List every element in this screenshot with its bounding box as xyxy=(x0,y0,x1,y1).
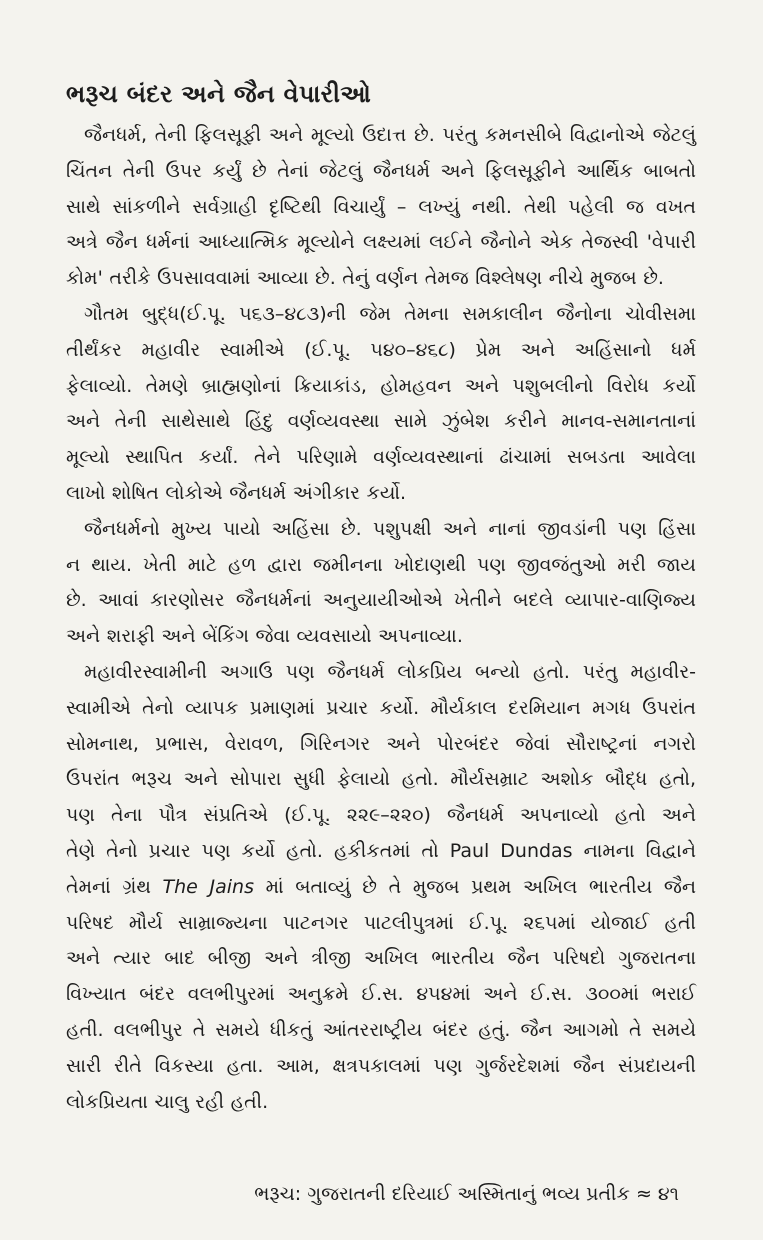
paragraph xyxy=(66,297,696,512)
text-line: અને ત્યાર બાદ બીજી અને ત્રીજી અખિલ ભારતીય જૈન પરિષદો ગુજરાતના xyxy=(66,947,696,970)
text-line: અને તેની સાથેસાથે હિંદુ વર્ણવ્યવસ્થા સામે ઝુંબેશ કરીને માનવ-સમાનતાનાં xyxy=(66,410,696,433)
text-line: સારી રીતે વિકસ્યા હતા. આમ, ક્ષત્રપકાલમાં પણ ગુર્જરદેશમાં જૈન સંપ્રદાયની xyxy=(66,1054,696,1077)
text-line: સોમનાથ, પ્રભાસ, વેરાવળ, ગિરિનગર અને પોરબંદર જેવાં સૌરાષ્ટ્રનાં નગરો xyxy=(66,732,696,755)
text-line: ફેલાવ્યો. તેમણે બ્રાહ્મણોનાં ક્રિયાકાંડ, હોમહવન અને પશુબલીનો વિરોધ કર્યો xyxy=(66,374,696,397)
text-line: મહાવીરસ્વામીની અગાઉ પણ જૈનધર્મ લોકપ્રિય બન્યો હતો. પરંતુ મહાવીર- xyxy=(84,660,696,683)
text-line: તેણે તેનો પ્રચાર પણ કર્યો હતો. હકીકતમાં તો Paul Dundas નામના વિદ્વાને xyxy=(66,839,696,862)
text-line: ચિંતન તેની ઉપર કર્યું છે તેનાં જેટલું જૈનધર્મ અને ફિલસૂફીને આર્થિક બાબતો xyxy=(66,159,696,182)
text-line: તેમનાં ગ્રંથ The Jains માં બતાવ્યું છે તે મુજબ પ્રથમ અખિલ ભારતીય જૈન xyxy=(66,875,697,898)
text-line: કોમ' તરીકે ઉપસાવવામાં આવ્યા છે. તેનું વર્ણન તેમજ વિશ્લેષણ નીચે મુજબ છે. xyxy=(66,267,664,290)
text-line: જૈનધર્મનો મુખ્ય પાયો અહિંસા છે. પશુપક્ષી અને નાનાં જીવડાંની પણ હિંસા xyxy=(84,517,696,540)
text-line: ગૌતમ બુદ્ધ(ઈ.પૂ. ૫૬૩–૪૮૩)ની જેમ તેમના સમકાલીન જૈનોના ચોવીસમા xyxy=(84,302,696,325)
text-line: પણ તેના પૌત્ર સંપ્રતિએ (ઈ.પૂ. ૨૨૯–૨૨૦) જૈનધર્મ અપનાવ્યો હતો અને xyxy=(66,804,696,827)
text-line: છે. આવાં કારણોસર જૈનધર્મનાં અનુયાયીઓએ ખેતીને બદલે વ્યાપાર-વાણિજ્ય xyxy=(66,589,696,612)
text-line: અત્રે જૈન ધર્મનાં આધ્યાત્મિક મૂલ્યોને લક્ષ્યમાં લઈને જૈનોને એક તેજસ્વી 'વેપારી xyxy=(66,231,696,254)
paragraph xyxy=(66,512,696,655)
text-line: હતી. વલભીપુર તે સમયે ધીકતું આંતરરાષ્ટ્રીય બંદર હતું. જૈન આગમો તે સમયે xyxy=(66,1018,696,1041)
text-line: ઉપરાંત ભરૂચ અને સોપારા સુધી ફેલાયો હતો. મૌર્યસમ્રાટ અશોક બૌદ્ધ હતો, xyxy=(66,768,696,791)
text-line: ન થાય. ખેતી માટે હળ દ્વારા જમીનના ખોદાણથી પણ જીવજંતુઓ મરી જાય xyxy=(66,553,696,576)
section-heading: ભરૂચ બંદર અને જૈન વેપારીઓ xyxy=(66,80,372,108)
text-line: મૂલ્યો સ્થાપિત કર્યાં. તેને પરિણામે વર્ણવ્યવસ્થાનાં ઢાંચામાં સબડતા આવેલા xyxy=(66,446,696,469)
text-line: વિખ્યાત બંદર વલભીપુરમાં અનુક્રમે ઈ.સ. ૪૫૪માં અને ઈ.સ. ૩૦૦માં ભરાઈ xyxy=(66,983,696,1006)
page-footer: ભરૂચ: ગુજરાતની દરિયાઈ અસ્મિતાનું ભવ્ય પ્રતીક ≈ ૪૧ xyxy=(254,1183,679,1205)
paragraph xyxy=(66,655,696,1120)
paragraph xyxy=(66,118,696,297)
text-line: તીર્થંકર મહાવીર સ્વામીએ (ઈ.પૂ. ૫૪૦–૪૬૮) પ્રેમ અને અહિંસાનો ધર્મ xyxy=(66,338,696,361)
text-line: લોકપ્રિયતા ચાલુ રહી હતી. xyxy=(66,1090,269,1113)
text-line: સ્વામીએ તેનો વ્યાપક પ્રમાણમાં પ્રચાર કર્યો. મૌર્યકાલ દરમિયાન મગધ ઉપરાંત xyxy=(66,696,696,719)
page-body xyxy=(66,118,696,1120)
text-line: સાથે સાંકળીને સર્વગ્રાહી દૃષ્ટિથી વિચાર્યું – લખ્યું નથી. તેથી પહેલી જ વખત xyxy=(66,195,696,218)
text-line: જૈનધર્મ, તેની ફિલસૂફી અને મૂલ્યો ઉદાત્ત છે. પરંતુ કમનસીબે વિદ્વાનોએ જેટલું xyxy=(84,124,696,146)
text-line: અને શરાફી અને બેંકિંગ જેવા વ્યવસાયો અપનાવ્યા. xyxy=(66,625,463,648)
text-line: લાખો શોષિત લોકોએ જૈનધર્મ અંગીકાર કર્યો. xyxy=(66,481,407,504)
book-title: The Jains xyxy=(162,875,254,898)
text-line: પરિષદ મૌર્ય સામ્રાજ્યના પાટનગર પાટલીપુત્રમાં ઈ.પૂ. ૨૬૫માં યોજાઈ હતી xyxy=(66,911,696,934)
